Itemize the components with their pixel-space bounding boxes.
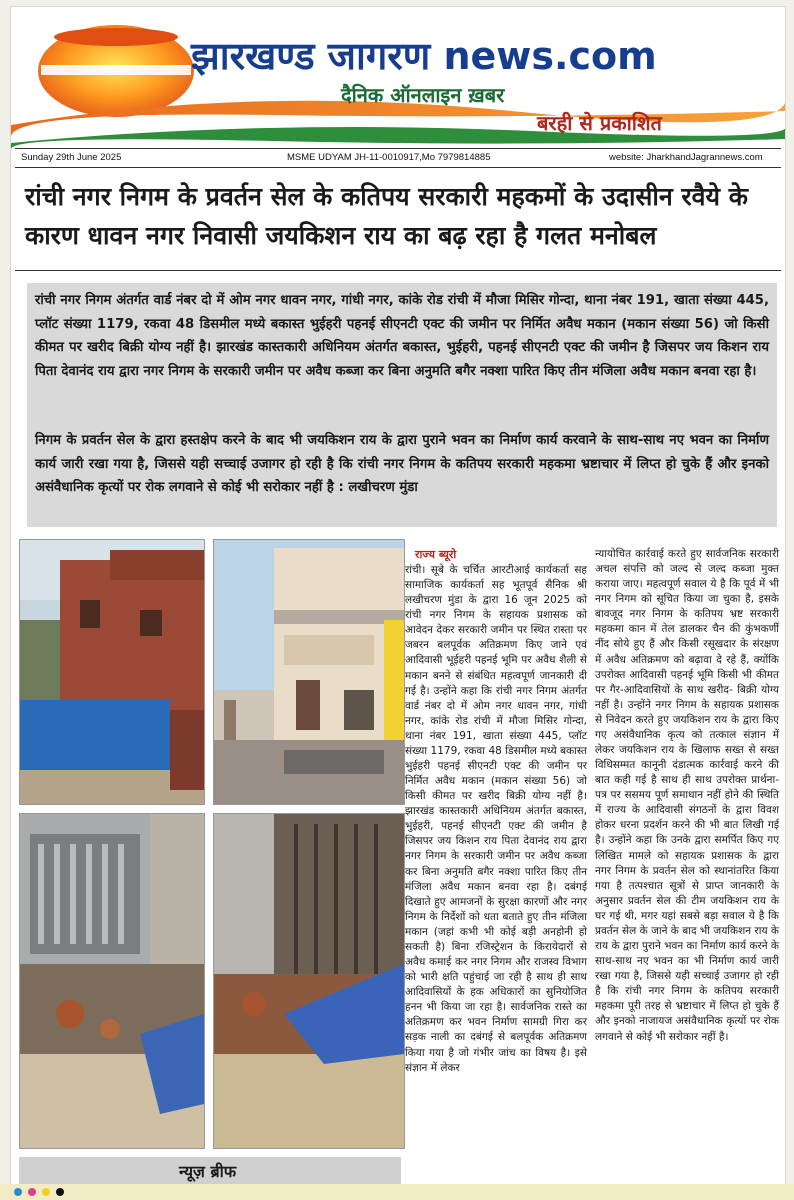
photo-brick-building bbox=[19, 539, 205, 805]
photo-gate-debris bbox=[19, 813, 205, 1149]
tagline: दैनिक ऑनलाइन ख़बर bbox=[341, 83, 505, 107]
street-houses-photo-icon bbox=[214, 540, 404, 804]
construction-photo-icon bbox=[214, 814, 404, 1148]
photo-street-houses bbox=[213, 539, 405, 805]
article-column-1: रांची। सूबे के चर्चित आरटीआई कार्यकर्ता सह सामाजिक कार्यकर्ता सह भूतपूर्व सैनिक श्री लखीचरण मुंडा के द्वारा 16 जून 2025 को रांची नगर निगम के सहायक प्रशासक को आवेदन देकर सरकारी जमीन पर स्थित रास्ता पर जबरन बलपूर्वक अतिक्रमण किए जाने एवं आदिवासी भूईहरी पहनई भूमि पर अवैध शैली से मकान बनने से संबंधित महत्वपूर्ण जानकारी दी गई है। उन्होंने कहा कि रांची नगर निगम अंतर्गत वार्ड नंबर दो में ओम नगर धावन नगर, गांधी नगर, कांके रोड रांची में मौजा मिसिर गोन्दा, थाना नंबर 191, खाता संख्या 445, प्लॉट संख्या 1179, रकवा 48 डिसमील मध्ये बकास्त भुईहरी पहनई सीएनटी एक्ट की जमीन पर निर्मित अवैध मकान (मकान संख्या 56) जो किसी कीमत पर खरीद बिक्री योग्य नहीं है। झारखंड कास्तकारी अधिनियम अंतर्गत बकास्त, भुईहरी, पहनई सीएनटी एक्ट की जमीन है जिसपर जय किशन राय पिता देवानंद राय द्वारा नगर निगम के सरकारी जमीन पर अवैध कब्जा कर बिना अनुमति बगैर नक्शा पारित किए तीन मंजिला अवैध मकान बनवा रहा है। दबंगई दिखाते हुए आमजनों के सुरक्षा कारणों और नगर निगम के निर्देशों को धता बताते हुए तीन मंजिला मकान (जहां कभी भी कोई बड़ी अनहोनी हो सकती है) बिना रजिस्ट्रेशन के किरायेदारों से अवैध कमाई कर नगर निगम और राजस्व विभाग को भारी क्षति पहुंचाई जा रही है साथ ही साथ आदिवासियों के हक अधिकारों का सुनियोजित हनन भी किया जा रहा है। सार्वजनिक रास्ते का अतिक्रमण कर भवन निर्माण सामग्री गिरा कर सड़क नाली का दबंगई से बलपूर्वक अतिक्रमण किया गया है जो गंभीर जांच का विषय है। इसे संज्ञान में लेकर bbox=[405, 564, 587, 1074]
color-dot-icon bbox=[42, 1188, 50, 1196]
footer-bar bbox=[0, 1184, 794, 1200]
news-brief-bar bbox=[19, 1157, 401, 1185]
divider bbox=[15, 270, 781, 271]
headline: रांची नगर निगम के प्रवर्तन सेल के कतिपय सरकारी महकमों के उदासीन रवैये के कारण धावन नगर निवासी जयकिशन राय का बढ़ रहा है गलत मनोबल bbox=[25, 182, 748, 250]
dateline-bar bbox=[15, 148, 781, 168]
color-dot-icon bbox=[56, 1188, 64, 1196]
photo-construction-site bbox=[213, 813, 405, 1149]
registration-info: MSME UDYAM JH-11-0010917,Mo 7979814885 bbox=[287, 152, 491, 163]
summary-paragraph-2: निगम के प्रवर्तन सेल के द्वारा हस्तक्षेप करने के बाद भी जयकिशन राय के द्वारा पुराने भवन का निर्माण कार्य करवाने के साथ-साथ नए भवन का निर्माण कार्य जारी रखा गया है, जिससे यही सच्चाई उजागर हो रही है कि रांची नगर निगम के कतिपय सरकारी महकमा भ्रष्टाचार में लिप्त हो चुके हैं और इनको असंवैधानिक कृत्यों पर रोक लगवाने से कोई भी सरोकार नहीं है : लखीचरण मुंडा bbox=[35, 433, 769, 495]
masthead bbox=[11, 7, 785, 149]
issue-date: Sunday 29th June 2025 bbox=[21, 152, 122, 163]
color-dot-icon bbox=[28, 1188, 36, 1196]
color-dot-icon bbox=[14, 1188, 22, 1196]
bureau-label: राज्य ब्यूरो bbox=[415, 548, 457, 561]
news-brief-label: न्यूज़ ब्रीफ bbox=[179, 1162, 237, 1181]
site-title: झारखण्ड जागरण news.com bbox=[191, 34, 657, 78]
website-label: website: JharkhandJagrannews.com bbox=[609, 152, 763, 163]
published-from: बरही से प्रकाशित bbox=[537, 111, 662, 135]
newspaper-page bbox=[10, 6, 786, 1186]
summary-box bbox=[27, 283, 777, 527]
brick-building-photo-icon bbox=[20, 540, 204, 804]
gate-debris-photo-icon bbox=[20, 814, 204, 1148]
summary-paragraph-1: रांची नगर निगम अंतर्गत वार्ड नंबर दो में ओम नगर धावन नगर, गांधी नगर, कांके रोड रांची में मौजा मिसिर गोन्दा, थाना नंबर 191, खाता संख्या 445, प्लॉट संख्या 1179, रकवा 48 डिसमील मध्ये बकास्त भुईहरी पहनई सीएनटी एक्ट की जमीन पर निर्मित अवैध मकान (मकान संख्या 56) जो किसी कीमत पर खरीद बिक्री योग्य नहीं है। झारखंड कास्तकारी अधिनियम अंतर्गत बकास्त, भुईहरी, पहनई सीएनटी एक्ट की जमीन है जिसपर जय किशन राय पिता देवानंद राय द्वारा नगर निगम के सरकारी जमीन पर अवैध कब्जा कर बिना अनुमति बगैर नक्शा पारित किए तीन मंजिला अवैध मकान बनवा रहा है। bbox=[35, 293, 769, 379]
article-column-2: न्यायोचित कार्रवाई करते हुए सार्वजनिक सरकारी अचल संपत्ति को जल्द से जल्द कब्जा मुक्त कराया जाए। महत्वपूर्ण सवाल ये है कि पूर्व में भी नगर निगम को सूचित किया जा चुका है, इसके बावजूद नगर निगम के कतिपय भ्रष्ट सरकारी महकमा कान में तेल डालकर चैन की कुंभकर्णी नींद सोये हुए हैं और किसी रसूखदार के संरक्षण में अवैध अतिक्रमण को बढ़ावा दे रहे हैं, क्योंकि उपरोक्त आदिवासी पहनई भूमि किसी भी कीमत पर गैर-आदिवासियों के साथ खरीद- बिक्री योग्य नहीं है। उन्होंने नगर निगम के सहायक प्रशासक से निवेदन करते हुए जयकिशन राय के द्वारा किए गए असंवैधानिक कृत्य को तत्काल संज्ञान में लेकर जयकिशन राय के खिलाफ सख्त से सख्त विधिसम्मत कानूनी दंडात्मक कार्रवाई करने की बात कही गई है साथ ही साथ उपरोक्त प्रार्थना-पत्र पर ससमय पूर्ण समाधान नहीं होने की स्थिति में राज्य के आदिवासी संगठनों के द्वारा विवश होकर धरना प्रदर्शन करने की भी बात लिखी गई है। उन्होंने कहा कि उनके द्वारा समर्पित किए गए लिखित मामले को सहायक प्रशासक के द्वारा नगर निगम के प्रवर्तन सेल को स्थानांतरित किया गया है तत्पश्चात सूत्रों से प्राप्त जानकारी के अनुसार प्रवर्तन सेल की टीम जयकिशन राय के घर गई थी, मगर यहां सबसे बड़ा सवाल ये है कि प्रवर्तन सेल के जाने के बाद भी जयकिशन राय के राय के द्वारा पुराने भवन का निर्माण कार्य करने के साथ-साथ नए भवन का भी निर्माण कार्य जारी रखा गया है, जिससे यही सच्चाई उजागर हो रही है कि रांची नगर निगम के कतिपय सरकारी महकमा पूरी तरह से भ्रष्टाचार में लिप्त हो चुके हैं और इनको नाजायज असंवैधानिक कृत्यों पर रोक लगवाने से कोई भी सरोकार नहीं है। bbox=[595, 548, 779, 1043]
